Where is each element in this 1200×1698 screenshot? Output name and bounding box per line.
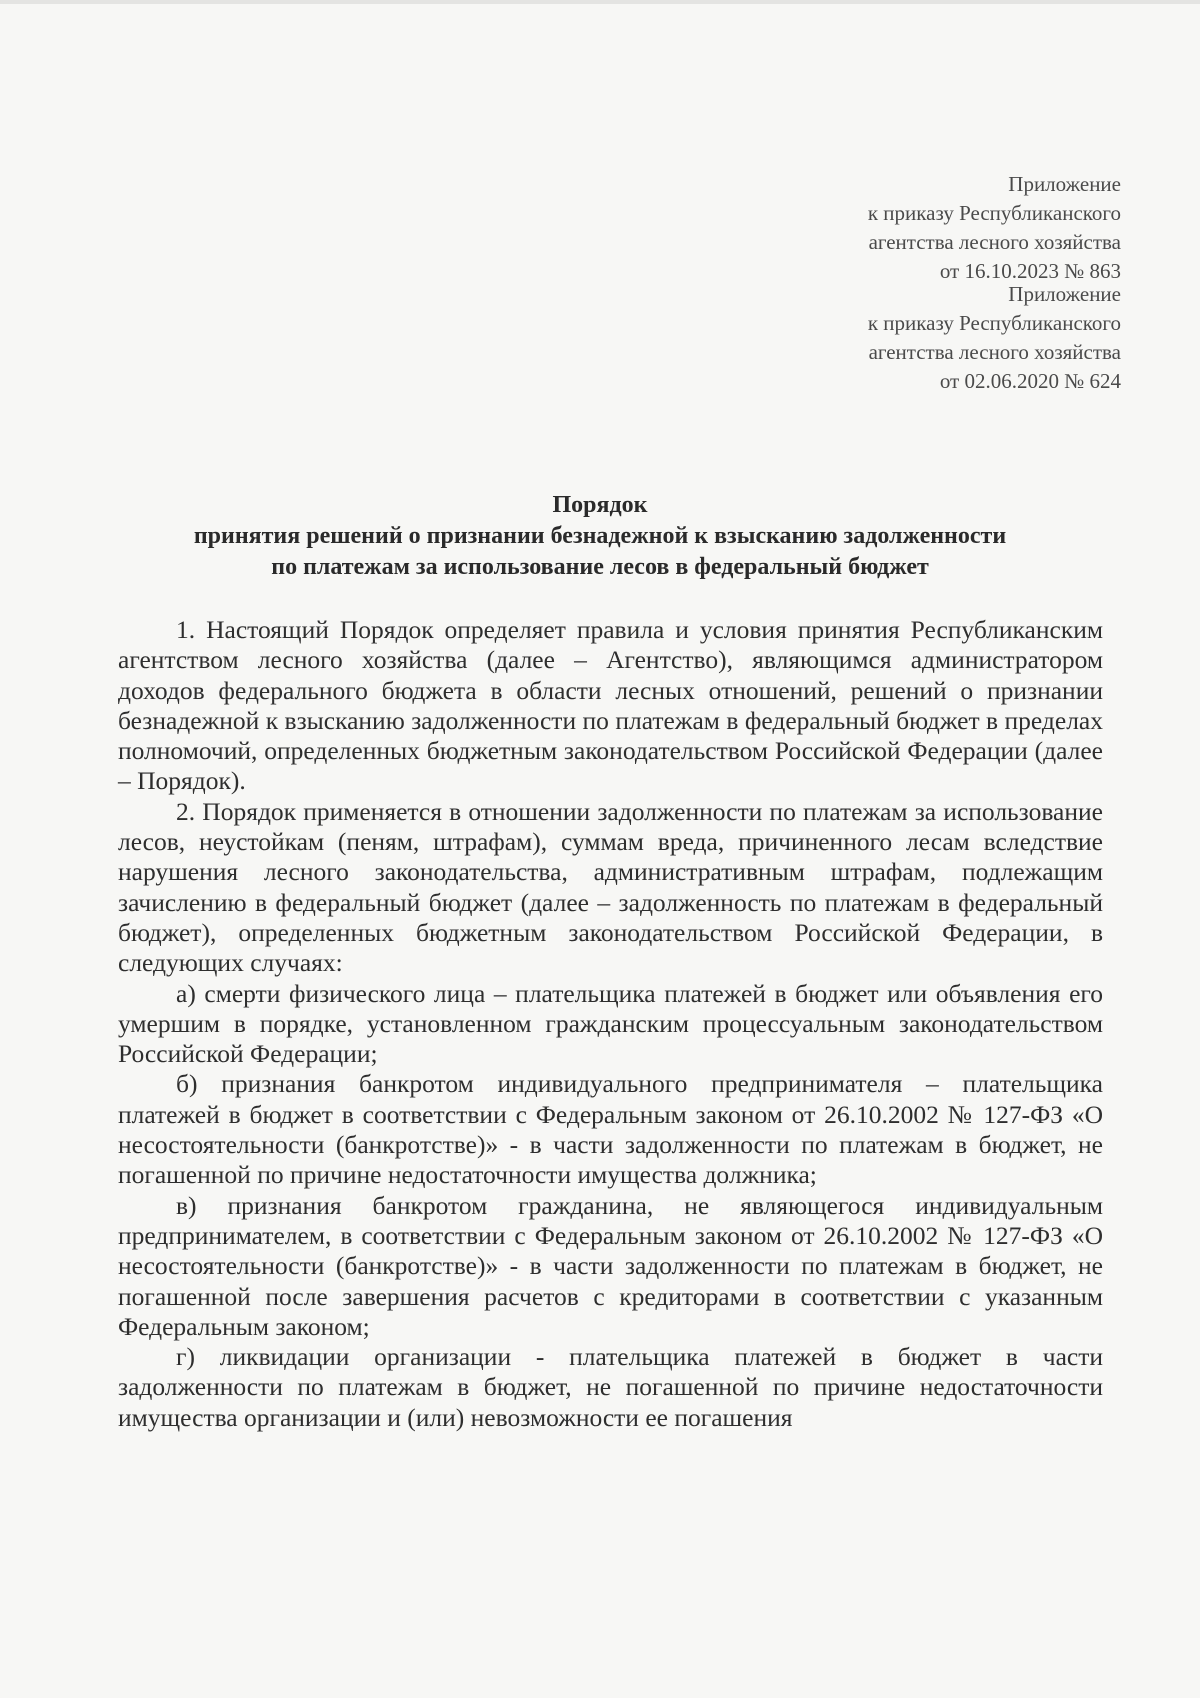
document-body — [118, 615, 1103, 1433]
appendix-current-line-2: к приказу Республиканского — [867, 201, 1121, 225]
paragraph-2a: а) смерти физического лица – плательщика платежей в бюджет или объявления его умершим в порядке, установленном гражданским процессуальным законодательством Российской Федерации; — [118, 978, 1103, 1069]
document-title — [90, 490, 1110, 583]
appendix-previous-line-1: Приложение — [1008, 282, 1121, 306]
appendix-previous-line-4: от 02.06.2020 № 624 — [939, 369, 1121, 393]
paragraph-2g: г) ликвидации организации - плательщика платежей в бюджет в части задолженности по платежам в бюджет, не погашенной по причине недостаточности имущества организации и (или) невозможности ее погашения — [118, 1342, 1103, 1432]
paragraph-2: 2. Порядок применяется в отношении задолженности по платежам за использование лесов, неустойкам (пеням, штрафам), суммам вреда, причиненного лесам вследствие нарушения лесного законодательства, административным штрафам, подлежащим зачислению в федеральный бюджет (далее – задолженность по платежам в федеральный бюджет), определенных бюджетным законодательством Российской Федерации, в следующих случаях: — [118, 796, 1103, 978]
appendix-previous — [761, 280, 1121, 396]
title-line-3: по платежам за использование лесов в федеральный бюджет — [271, 554, 929, 580]
appendix-current-line-4: от 16.10.2023 № 863 — [939, 259, 1121, 283]
appendix-previous-line-2: к приказу Республиканского — [867, 311, 1121, 335]
title-line-2: принятия решений о признании безнадежной к взысканию задолженности — [193, 523, 1007, 549]
title-line-1: Порядок — [552, 492, 648, 518]
paragraph-2b: б) признания банкротом индивидуального предпринимателя – плательщика платежей в бюджет в соответствии с Федеральным законом от 26.10.2002 № 127-ФЗ «О несостоятельности (банкротстве)» - в части задолженности по платежам в бюджет, не погашенной по причине недостаточности имущества должника; — [118, 1069, 1103, 1190]
appendix-current — [761, 170, 1121, 286]
appendix-current-line-3: агентства лесного хозяйства — [868, 230, 1121, 254]
paragraph-1: 1. Настоящий Порядок определяет правила и условия принятия Республиканским агентством лесного хозяйства (далее – Агентство), являющимся администратором доходов федерального бюджета в области лесных отношений, решений о признании безнадежной к взысканию задолженности по платежам в федеральный бюджет в пределах полномочий, определенных бюджетным законодательством Российской Федерации (далее – Порядок). — [118, 615, 1103, 796]
appendix-previous-line-3: агентства лесного хозяйства — [868, 340, 1121, 364]
paragraph-2v: в) признания банкротом гражданина, не являющегося индивидуальным предпринимателем, в соответствии с Федеральным законом от 26.10.2002 № 127-ФЗ «О несостоятельности (банкротстве)» - в части задолженности по платежам в бюджет, не погашенной после завершения расчетов с кредиторами в соответствии с указанным Федеральным законом; — [118, 1190, 1103, 1341]
scan-top-edge — [0, 0, 1200, 4]
appendix-current-line-1: Приложение — [1008, 172, 1121, 196]
